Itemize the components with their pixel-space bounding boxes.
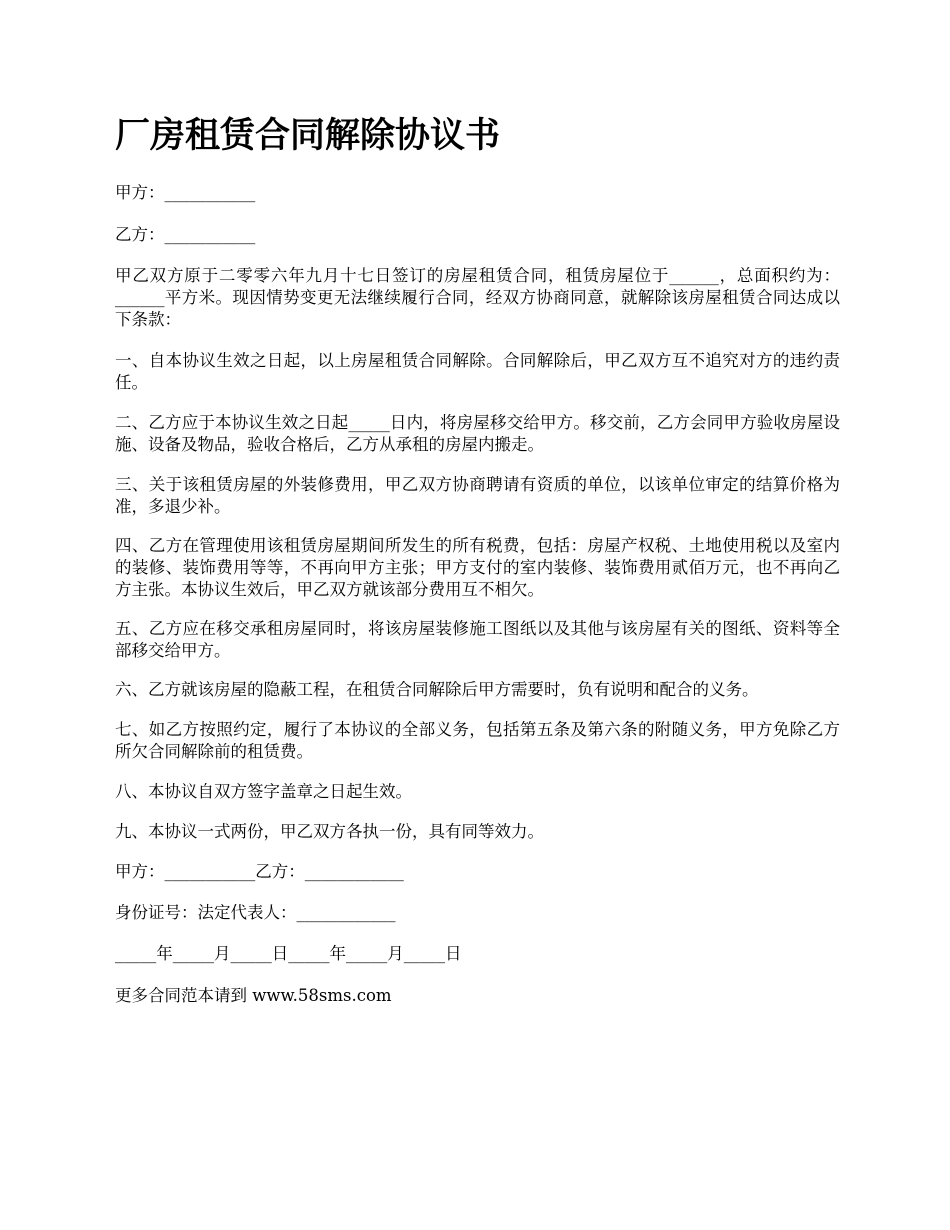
- footer-line: 更多合同范本请到 www.58sms.com: [115, 986, 392, 1005]
- clause-3: 三、关于该租赁房屋的外装修费用，甲乙双方协商聘请有资质的单位，以该单位审定的结算价格为准，多退少补。: [115, 475, 840, 516]
- signature-parties-line: 甲方：___________乙方：____________: [115, 862, 404, 881]
- id-representative-line: 身份证号：法定代表人：____________: [115, 903, 396, 922]
- intro-paragraph: 甲乙双方原于二零零六年九月十七日签订的房屋租赁合同，租赁房屋位于______，总面积约为：______平方米。现因情势变更无法继续履行合同，经双方协商同意，就解除该房屋租赁合同达成以下条款：: [115, 266, 840, 329]
- document-title: 厂房租赁合同解除协议书: [115, 116, 501, 156]
- date-line: _____年_____月_____日_____年_____月_____日: [115, 944, 462, 963]
- clause-8: 八、本协议自双方签字盖章之日起生效。: [115, 782, 412, 801]
- clause-2: 二、乙方应于本协议生效之日起_____日内，将房屋移交给甲方。移交前，乙方会同甲方验收房屋设施、设备及物品，验收合格后，乙方从承租的房屋内搬走。: [115, 413, 840, 454]
- clause-5: 五、乙方应在移交承租房屋同时，将该房屋装修施工图纸以及其他与该房屋有关的图纸、资料等全部移交给甲方。: [115, 619, 840, 660]
- clause-7: 七、如乙方按照约定，履行了本协议的全部义务，包括第五条及第六条的附随义务，甲方免除乙方所欠合同解除前的租赁费。: [115, 720, 840, 761]
- party-a-line: 甲方：___________: [115, 183, 256, 202]
- clause-1: 一、自本协议生效之日起，以上房屋租赁合同解除。合同解除后，甲乙双方互不追究对方的违约责任。: [115, 351, 840, 392]
- party-b-line: 乙方：___________: [115, 225, 256, 244]
- clause-6: 六、乙方就该房屋的隐蔽工程，在租赁合同解除后甲方需要时，负有说明和配合的义务。: [115, 680, 759, 699]
- clause-9: 九、本协议一式两份，甲乙双方各执一份，具有同等效力。: [115, 822, 544, 841]
- clause-4: 四、乙方在管理使用该租赁房屋期间所发生的所有税费，包括：房屋产权税、土地使用税以及室内的装修、装饰费用等等，不再向甲方主张；甲方支付的室内装修、装饰费用贰佰万元，也不再向乙方主张。本协议生效后，甲乙双方就该部分费用互不相欠。: [115, 536, 840, 599]
